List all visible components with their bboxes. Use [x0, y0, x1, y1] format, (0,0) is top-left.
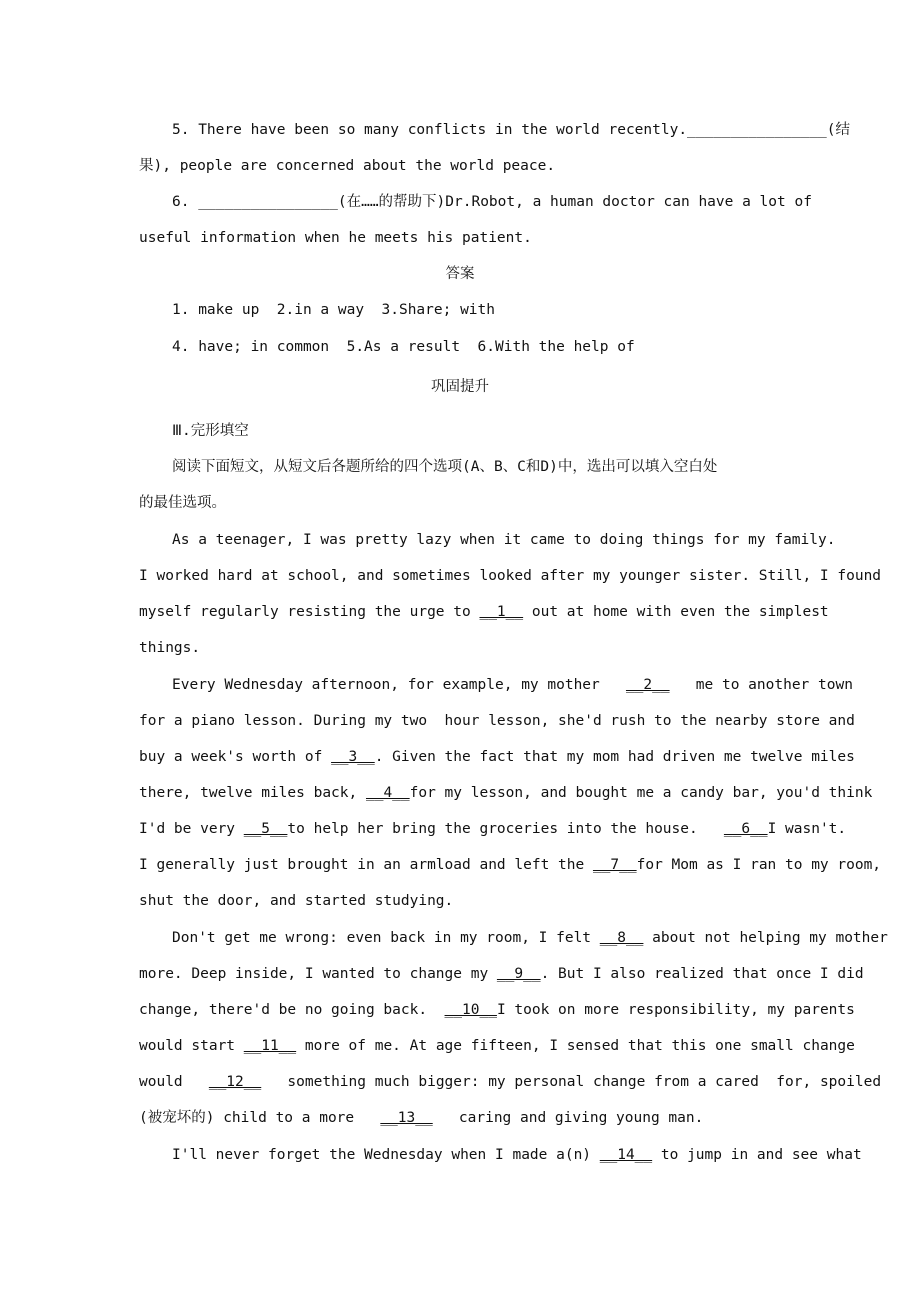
item-5-line-2: 果), people are concerned about the world peace.: [139, 158, 556, 174]
p3-line-4: [139, 1036, 855, 1056]
item-5-line-1: 5. There have been so many conflicts in the world recently.________________(结: [172, 122, 850, 138]
text: for my lesson, and bought me a candy bar, you'd think: [409, 785, 873, 801]
item-6-line-1: 6. ________________(在……的帮助下)Dr.Robot, a human doctor can have a lot of: [172, 194, 812, 210]
p2-line-6: [139, 855, 882, 875]
answers-heading: 答案: [445, 266, 475, 282]
blank-5: __5__: [243, 821, 288, 837]
p3-line-5: [139, 1072, 882, 1092]
blank-14: __14__: [599, 1147, 653, 1163]
blank-12: __12__: [208, 1074, 262, 1090]
blank-2: __2__: [625, 677, 670, 693]
text: more. Deep inside, I wanted to change my: [139, 966, 497, 982]
p2-line-5: [139, 819, 847, 839]
text: buy a week's worth of: [139, 749, 332, 765]
text: change, there'd be no going back.: [139, 1002, 445, 1018]
blank-11: __11__: [243, 1038, 297, 1054]
text: (被宠坏的) child to a more: [139, 1110, 381, 1126]
p1-line-2: I worked hard at school, and sometimes looked after my younger sister. Still, I found: [139, 568, 882, 584]
text: about not helping my mother: [643, 930, 888, 946]
text: me to another town: [669, 677, 853, 693]
text: I'll never forget the Wednesday when I made a(n): [172, 1147, 600, 1163]
text: more of me. At age fifteen, I sensed that this one small change: [296, 1038, 855, 1054]
blank-3: __3__: [331, 749, 375, 765]
p1-line-1: As a teenager, I was pretty lazy when it came to doing things for my family.: [172, 532, 836, 548]
answers-line-1: 1. make up 2.in a way 3.Share; with: [172, 302, 496, 318]
blank-9: __9__: [496, 966, 541, 982]
text: myself regularly resisting the urge to: [139, 604, 480, 620]
blank-8: __8__: [599, 930, 644, 946]
p2-line-1: [172, 675, 853, 695]
p3-line-6: [139, 1108, 839, 1128]
text: for Mom as I ran to my room,: [636, 857, 882, 873]
text: would: [139, 1074, 209, 1090]
blank-6: __6__: [723, 821, 768, 837]
p2-line-2: for a piano lesson. During my two hour lesson, she'd rush to the nearby store and: [139, 713, 855, 729]
text: I wasn't.: [767, 821, 847, 837]
text: . But I also realized that once I did: [540, 966, 864, 982]
text: I generally just brought in an armload and left the: [139, 857, 593, 873]
text: Don't get me wrong: even back in my room, I felt: [172, 930, 600, 946]
text: I took on more responsibility, my parents: [496, 1002, 855, 1018]
section-heading: 巩固提升: [431, 379, 489, 395]
item-6-line-2: useful information when he meets his patient.: [139, 230, 532, 246]
text: out at home with even the simplest: [523, 604, 829, 620]
p1-line-4: things.: [139, 640, 201, 656]
text: to help her bring the groceries into the house.: [287, 821, 724, 837]
blank-13: __13__: [380, 1110, 433, 1126]
blank-7: __7__: [592, 857, 637, 873]
instructions-line-2: 的最佳选项。: [139, 495, 226, 511]
text: there, twelve miles back,: [139, 785, 366, 801]
p3-line-1: [172, 928, 888, 948]
text: I'd be very: [139, 821, 244, 837]
blank-1: __1__: [479, 604, 524, 620]
text: . Given the fact that my mom had driven me twelve miles: [374, 749, 855, 765]
answers-line-2: 4. have; in common 5.As a result 6.With the help of: [172, 339, 635, 355]
p2-line-3: [139, 747, 855, 767]
p1-line-3: [139, 602, 839, 622]
text: would start: [139, 1038, 244, 1054]
p4-line-1: [172, 1145, 862, 1165]
p2-line-7: shut the door, and started studying.: [139, 893, 454, 909]
text: to jump in and see what: [652, 1147, 862, 1163]
blank-4: __4__: [365, 785, 410, 801]
p2-line-4: [139, 783, 873, 803]
text: caring and giving young man.: [432, 1110, 704, 1126]
part-title: Ⅲ.完形填空: [172, 423, 249, 439]
p3-line-3: [139, 1000, 855, 1020]
blank-10: __10__: [444, 1002, 497, 1018]
instructions-line-1: 阅读下面短文，从短文后各题所给的四个选项(A、B、C和D)中，选出可以填入空白处: [172, 459, 718, 475]
text: something much bigger: my personal change from a cared for, spoiled: [261, 1074, 882, 1090]
text: Every Wednesday afternoon, for example, my mother: [172, 677, 626, 693]
p3-line-2: [139, 964, 864, 984]
